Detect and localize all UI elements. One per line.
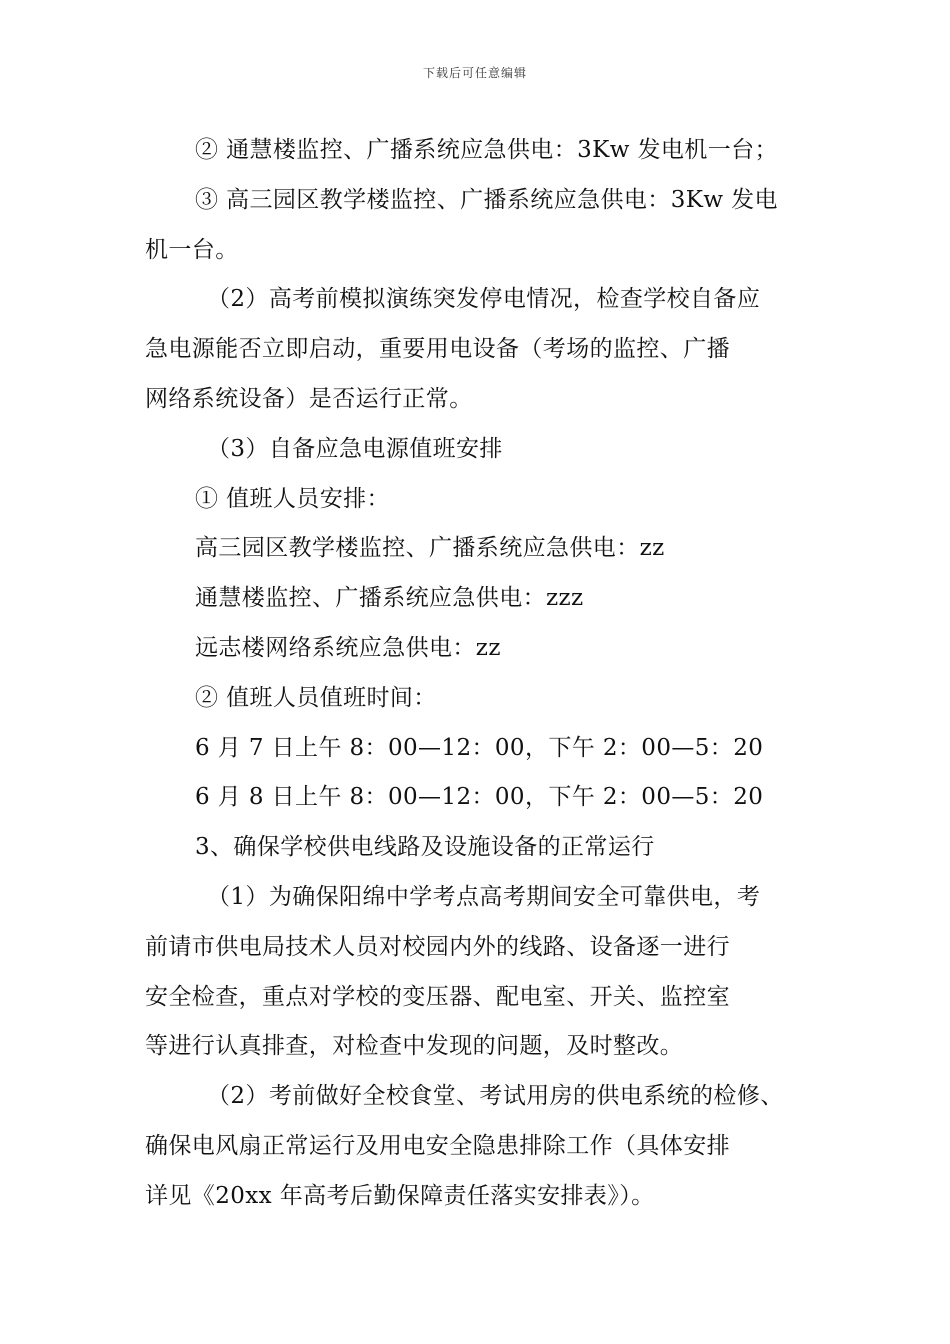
- paragraph-line: ② 通慧楼监控、广播系统应急供电：3Kw 发电机一台；: [195, 137, 778, 163]
- paragraph-line: （3）自备应急电源值班安排: [207, 435, 503, 462]
- paragraph-line: 机一台。: [145, 236, 239, 263]
- paragraph-line: 安全检查，重点对学校的变压器、配电室、开关、监控室: [145, 983, 730, 1010]
- paragraph-line: 6 月 7 日上午 8：00—12：00，下午 2：00—5：20: [195, 734, 764, 761]
- paragraph-line: 等进行认真排查，对检查中发现的问题，及时整改。: [145, 1033, 684, 1060]
- paragraph-line: 高三园区教学楼监控、广播系统应急供电：zz: [195, 535, 665, 562]
- paragraph-line: 前请市供电局技术人员对校园内外的线路、设备逐一进行: [145, 933, 730, 960]
- paragraph-line: 6 月 8 日上午 8：00—12：00，下午 2：00—5：20: [195, 784, 764, 811]
- paragraph-line: 确保电风扇正常运行及用电安全隐患排除工作（具体安排: [145, 1132, 730, 1159]
- paragraph-line: 网络系统设备）是否运行正常。: [145, 385, 473, 412]
- page-header-note: 下载后可任意编辑: [422, 66, 527, 80]
- paragraph-line: （2）高考前模拟演练突发停电情况，检查学校自备应: [207, 286, 761, 313]
- paragraph-line: 通慧楼监控、广播系统应急供电：zzz: [195, 585, 584, 612]
- paragraph-line: ② 值班人员值班时间：: [195, 684, 437, 711]
- paragraph-line: ① 值班人员安排：: [195, 485, 390, 512]
- paragraph-line: 急电源能否立即启动，重要用电设备（考场的监控、广播: [145, 336, 730, 363]
- paragraph-line: 详见《20xx 年高考后勤保障责任落实安排表》）。: [145, 1182, 655, 1209]
- paragraph-line: （2）考前做好全校食堂、考试用房的供电系统的检修、: [207, 1083, 784, 1110]
- paragraph-line: （1）为确保阳绵中学考点高考期间安全可靠供电，考: [207, 883, 761, 910]
- paragraph-line: ③ 高三园区教学楼监控、广播系统应急供电：3Kw 发电: [195, 186, 778, 213]
- section-heading: 3、确保学校供电线路及设施设备的正常运行: [195, 834, 655, 861]
- document-body: [145, 126, 815, 1222]
- paragraph-line: 远志楼网络系统应急供电：zz: [195, 634, 501, 661]
